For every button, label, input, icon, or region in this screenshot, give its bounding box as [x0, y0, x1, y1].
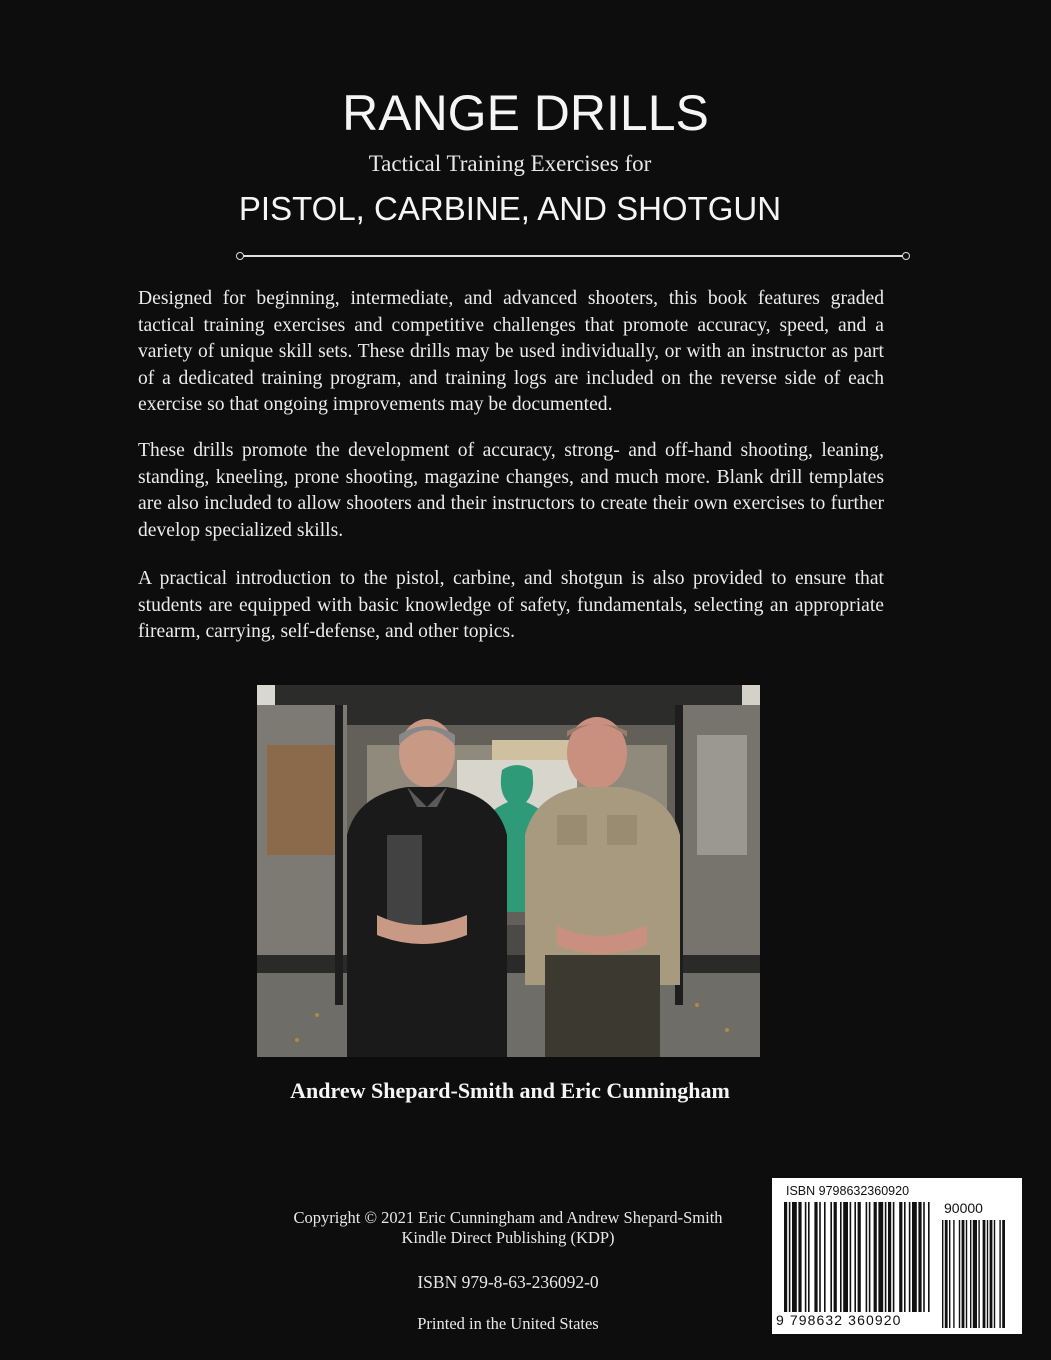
copyright-line: Copyright © 2021 Eric Cunningham and Andrew Shepard-Smith: [293, 1208, 723, 1227]
description-paragraph-2: These drills promote the development of accuracy, strong- and off-hand shooting, leaning, standing, kneeling, prone shooting, magazine changes, and much more. Blank drill templates are also included to allow shooters and their instructors to create their own exercises to further develop specialized skills.: [138, 440, 884, 541]
barcode-digits: 9 798632 360920: [776, 1312, 902, 1328]
book-subtitle: Tactical Training Exercises for: [368, 151, 652, 176]
barcode-bars: [772, 1178, 1022, 1334]
barcode-isbn-label: ISBN 9798632360920: [786, 1184, 910, 1198]
isbn-line: ISBN 979-8-63-236092-0: [417, 1272, 599, 1292]
description-paragraph-3: A practical introduction to the pistol, carbine, and shotgun is also provided to ensure that students are equipped with basic knowledge of safety, fundamentals, selecting an appropriate firearm, carrying, self-defense, and other topics.: [138, 568, 884, 642]
description-paragraph-1: Designed for beginning, intermediate, and advanced shooters, this book features graded tactical training exercises and competitive challenges that promote accuracy, speed, and a variety of unique skill sets. These drills may be used individually, or with an instructor as part of a dedicated training program, and training logs are included on the reverse side of each exercise so that ongoing improvements may be documented.: [138, 288, 884, 415]
book-title: RANGE DRILLS: [342, 85, 709, 141]
authors-photo: [257, 685, 760, 1057]
ornamental-divider: [236, 250, 910, 262]
photo-caption: Andrew Shepard-Smith and Eric Cunningham: [290, 1078, 730, 1103]
isbn-barcode: [772, 1178, 1022, 1334]
book-subtitle-weapons: PISTOL, CARBINE, AND SHOTGUN: [238, 190, 782, 227]
publisher-line: Kindle Direct Publishing (KDP): [401, 1228, 615, 1247]
printed-line: Printed in the United States: [417, 1314, 599, 1333]
barcode-addon-number: 90000: [944, 1200, 983, 1216]
